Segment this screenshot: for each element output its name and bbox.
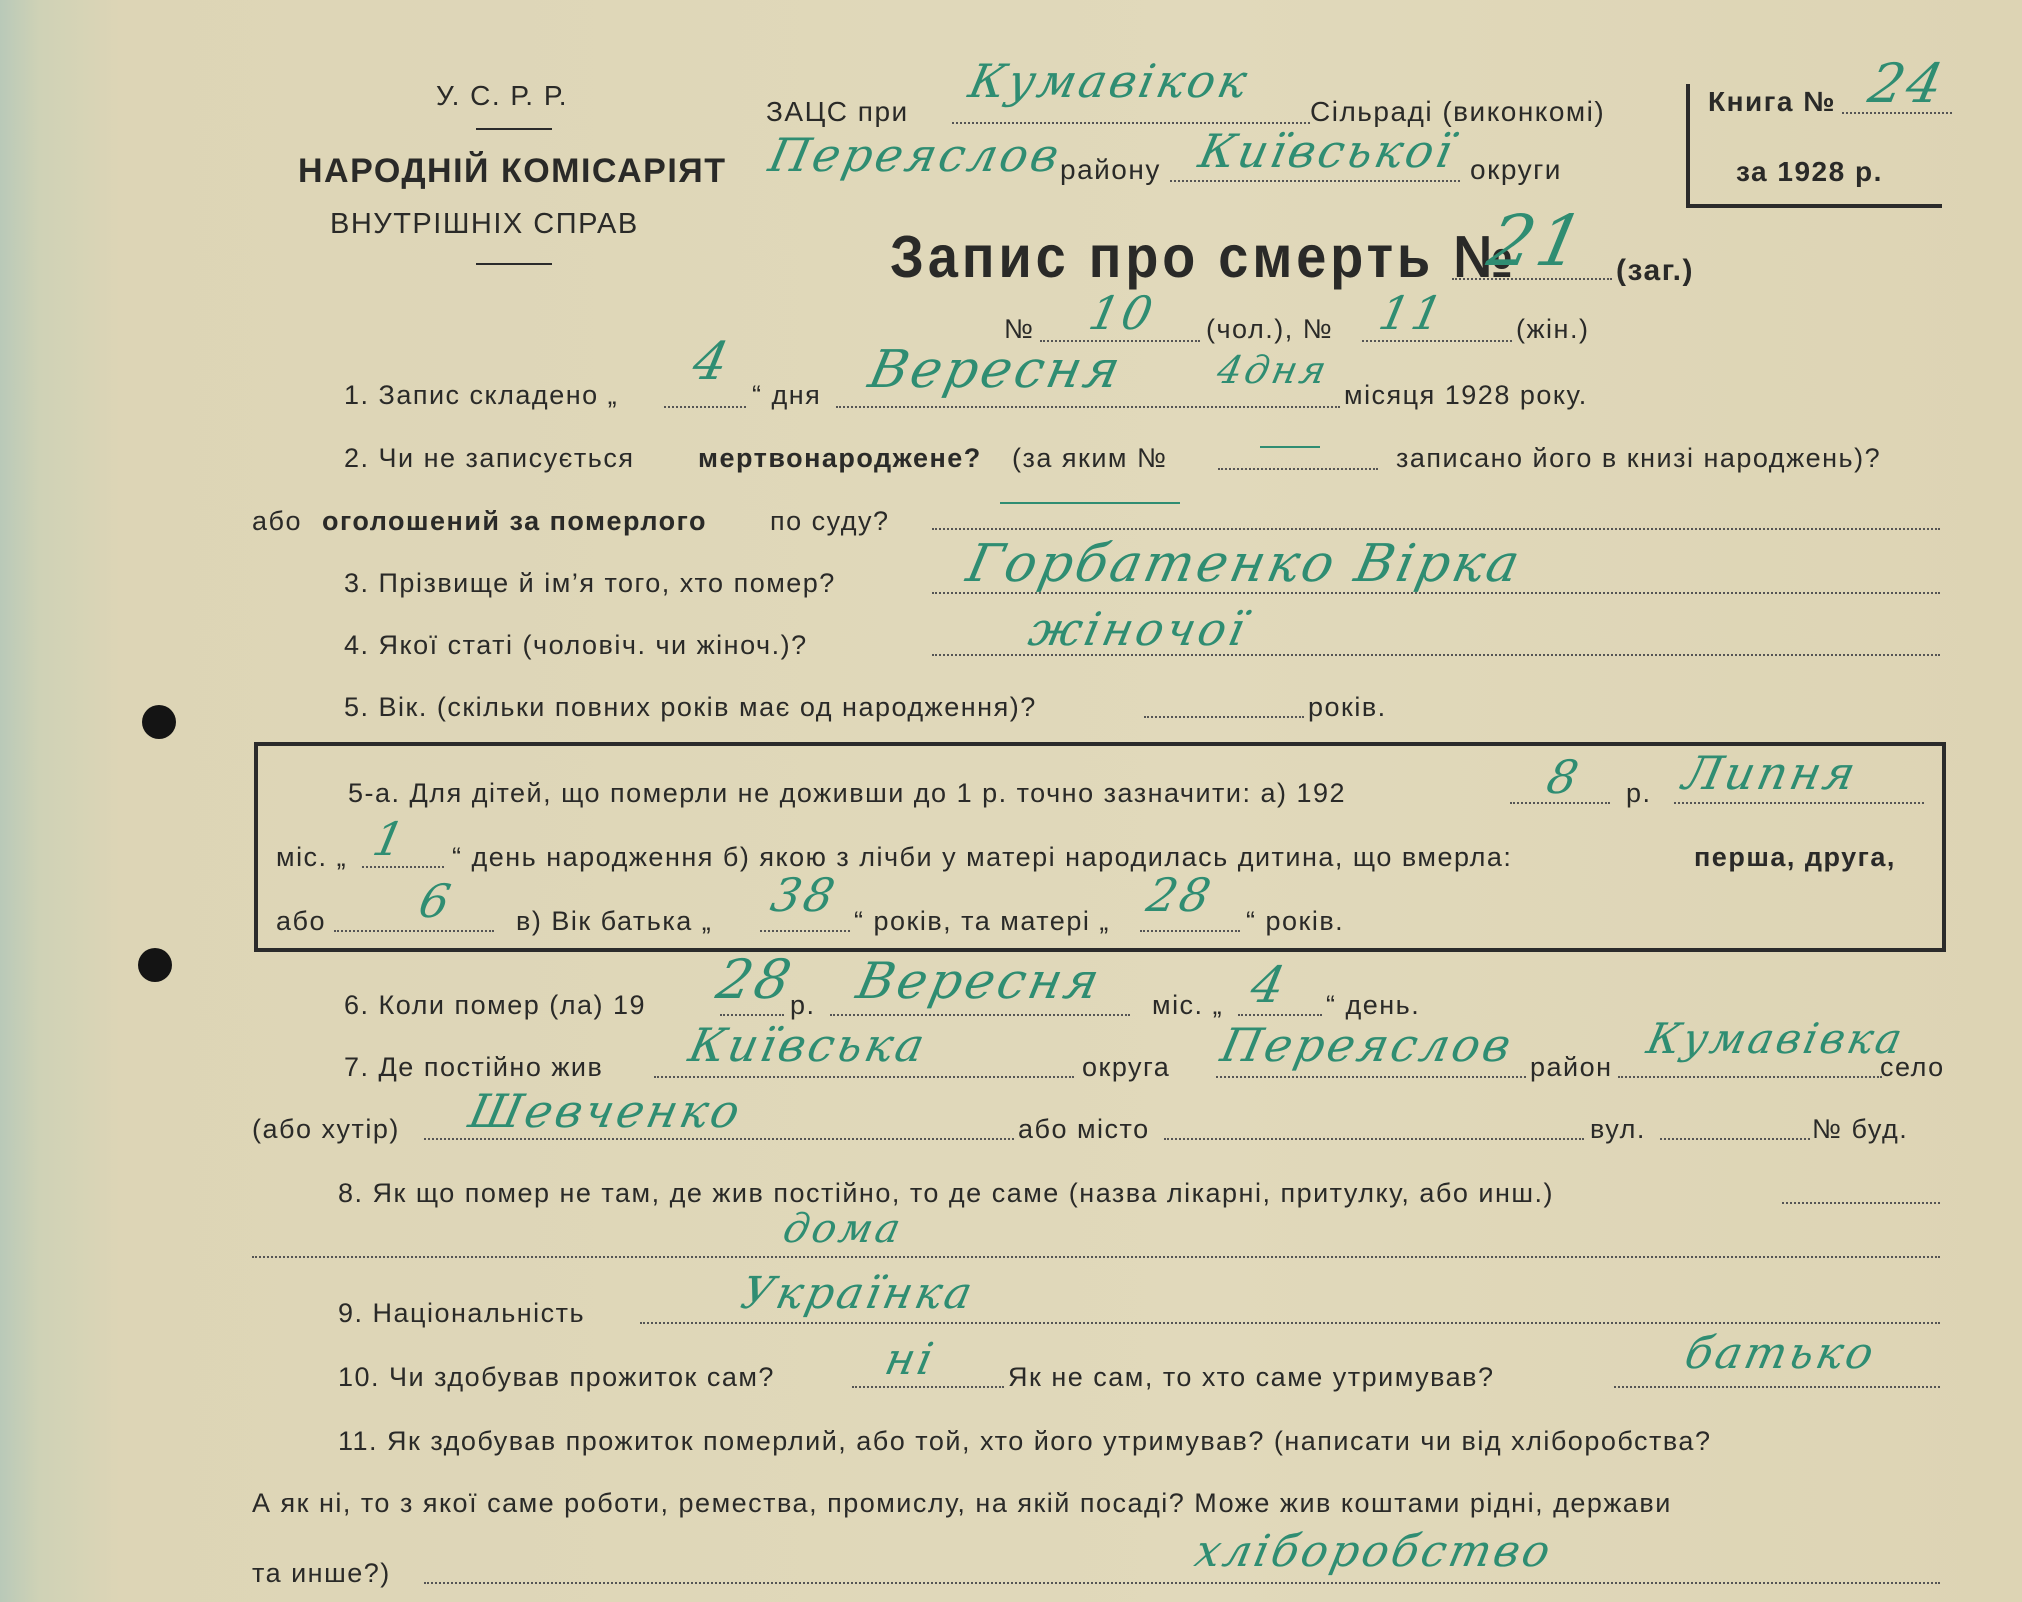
book-label: Книга №	[1708, 86, 1836, 117]
q7-label: 7. Де постійно жив	[344, 1052, 604, 1082]
q1-month-line	[836, 406, 1340, 408]
q1-day-value: 4	[687, 332, 737, 392]
q5a-father-value: 38	[766, 868, 843, 922]
q11-text-2: А як ні, то з якої саме роботи, ремества, промислу, на якій посаді? Може жив коштами рідні, держави	[252, 1488, 1672, 1518]
q2-or: або	[252, 506, 302, 536]
header-divider	[476, 128, 552, 130]
header-ussr: У. С. Р. Р.	[436, 80, 569, 111]
q5a-mother-line	[1140, 930, 1240, 932]
q5-years: років.	[1308, 692, 1387, 722]
q1-label: 1. Запис складено „	[344, 380, 619, 410]
q3-label: 3. Прізвище й ім’я того, хто помер?	[344, 568, 836, 598]
q4-label: 4. Якої статі (чоловіч. чи жіноч.)?	[344, 630, 808, 660]
q5a-mother-label: “ років, та матері „	[854, 906, 1110, 936]
q9-line	[640, 1322, 1940, 1324]
q1-dnya: “ дня	[752, 380, 822, 410]
q7-khutir-value: Шевченко	[464, 1084, 748, 1138]
q8-line	[252, 1256, 1940, 1258]
q11-label: 11. Як здобував прожиток померлий, або той, хто його утримував? (написати чи від хліборобства?	[338, 1426, 1712, 1456]
q2-births-book: записано його в книзі народжень)?	[1396, 443, 1882, 473]
q7-bud-label: № буд.	[1812, 1114, 1909, 1144]
q6-den: “ день.	[1326, 990, 1421, 1020]
q11-value: хліборобство	[1190, 1526, 1558, 1577]
q5a-order-value: 6	[414, 874, 459, 928]
female-no-line	[1362, 340, 1512, 342]
q5a-first-second: перша, друга,	[1694, 842, 1896, 872]
q7-raion-label: район	[1530, 1052, 1613, 1082]
zats-pri-label: ЗАЦС при	[766, 96, 909, 127]
q6-day-line	[1238, 1014, 1322, 1016]
q7-okrug-line	[654, 1076, 1074, 1078]
q7-okrug-value: Київcька	[684, 1018, 933, 1072]
q9-value: Українка	[736, 1268, 980, 1319]
q2-declared-dead: оголошений за померлого	[322, 506, 708, 536]
q2-no-line	[1218, 468, 1378, 470]
q9-label: 9. Національність	[338, 1298, 586, 1328]
q6-month-value: Вересня	[851, 952, 1108, 1010]
silradi-label: Сільраді (виконкомі)	[1310, 96, 1606, 127]
okrugy-label: округи	[1470, 154, 1562, 185]
q10-label: 10. Чи здобував прожиток сам?	[338, 1362, 775, 1392]
q11-text-3: та инше?)	[252, 1558, 391, 1588]
q5a-year-value: 8	[1542, 750, 1587, 804]
q5a-father-label: в) Вік батька „	[516, 906, 713, 936]
q5a-years-end: “ років.	[1246, 906, 1345, 936]
q5a-day-value: 1	[368, 812, 413, 866]
record-number: 21	[1481, 200, 1594, 282]
q6-year-value: 28	[711, 948, 800, 1011]
q8-label: 8. Як що помер не там, де жив постійно, то де саме (назва лікарні, притулку, або инш.)	[338, 1178, 1555, 1208]
q7-selo-label: село	[1880, 1052, 1945, 1082]
q5a-father-line	[760, 930, 850, 932]
q5a-mis: міс. „	[276, 842, 348, 872]
q2-label: 2. Чи не записується	[344, 443, 635, 473]
q2-by-court: по суду?	[770, 506, 890, 536]
q10-who-label: Як не сам, то хто саме утримував?	[1008, 1362, 1495, 1392]
q5-line	[1144, 716, 1304, 718]
q7-selo-value: Кумaвiвкa	[1642, 1014, 1910, 1063]
book-year: за 1928 р.	[1736, 156, 1883, 187]
q10-value-2: батько	[1680, 1328, 1881, 1379]
q7-khutir-line	[424, 1138, 1014, 1140]
header-commissariat: НАРОДНІЙ КОМІСАРІЯТ	[298, 152, 727, 190]
q5a-mother-value: 28	[1142, 868, 1219, 922]
okrug-line	[1170, 180, 1460, 182]
q5a-abo: або	[276, 906, 326, 936]
q10-who-line	[1614, 1386, 1940, 1388]
q6-r: р.	[790, 990, 816, 1020]
q2-stillborn: мертвонароджене?	[698, 443, 982, 473]
q5a-label: 5-а. Для дітей, що померли не доживши до 1 р. точно зазначити: а) 192	[348, 778, 1347, 808]
q6-label: 6. Коли помер (ла) 19	[344, 990, 647, 1020]
punch-hole-lower	[138, 948, 172, 982]
zhin-label: (жін.)	[1516, 314, 1590, 344]
q6-mis: міс. „	[1152, 990, 1224, 1020]
book-number: 24	[1863, 52, 1952, 115]
punch-hole-upper	[142, 705, 176, 739]
q7-selo-line	[1618, 1076, 1882, 1078]
q7-misto-line	[1164, 1138, 1584, 1140]
q2-book-no: (за яким №	[1012, 443, 1168, 473]
q7-vul-line	[1660, 1138, 1810, 1140]
q7-misto-label: або місто	[1018, 1114, 1150, 1144]
q6-day-value: 4	[1245, 956, 1293, 1014]
q8-value: дома	[779, 1206, 908, 1252]
no-label: №	[1004, 314, 1035, 344]
header-divider-2	[476, 263, 552, 265]
q7-khutir-label: (або хутір)	[252, 1114, 400, 1144]
book-box-bottom	[1686, 204, 1942, 208]
raionu-label: району	[1060, 154, 1161, 185]
q2-court-dash	[1000, 502, 1180, 504]
q3-value: Горбатенко Вірка	[961, 534, 1528, 594]
q5a-r: р.	[1626, 778, 1652, 808]
book-box-left	[1686, 84, 1690, 208]
q6-month-line	[830, 1014, 1130, 1016]
q1-month-value: Вересня	[863, 340, 1129, 400]
q10-self-line	[852, 1386, 1004, 1388]
district-value: Перeяcлoв	[764, 128, 1067, 182]
q7-vul-label: вул.	[1590, 1114, 1646, 1144]
q5a-order-line	[334, 930, 494, 932]
q7-raion-value: Перeяcлoв	[1216, 1018, 1519, 1072]
record-zag: (заг.)	[1616, 254, 1695, 287]
q5a-month-value: Липня	[1678, 746, 1864, 800]
record-title: Запис про смерть №	[890, 224, 1518, 290]
q2-dash	[1260, 446, 1320, 448]
q1-day-line	[664, 406, 746, 408]
q1-month-extra: 4дня	[1213, 348, 1334, 392]
male-number: 10	[1084, 286, 1161, 340]
q6-year-line	[720, 1014, 784, 1016]
q1-year-label: місяця 1928 року.	[1344, 380, 1588, 410]
q7-okruga: округа	[1082, 1052, 1171, 1082]
q4-value: жіночої	[1024, 602, 1253, 656]
village-council-value: Кумaвiкoк	[964, 54, 1255, 108]
q5a-day-line	[362, 866, 444, 868]
q5-label: 5. Вік. (скільки повних років має од народження)?	[344, 692, 1037, 722]
header-internal-affairs: ВНУТРІШНІХ СПРАВ	[330, 208, 639, 240]
q5a-month-line	[1674, 802, 1924, 804]
okrug-value: Київcької	[1194, 124, 1461, 178]
q11-line	[424, 1582, 1940, 1584]
q2-court-line	[932, 528, 1940, 530]
q8-end-line	[1782, 1202, 1940, 1204]
q7-raion-line	[1216, 1076, 1526, 1078]
q5a-birth-order-text: “ день народження б) якою з лічби у матері народилась дитина, що вмерла:	[452, 842, 1513, 872]
chol-label: (чол.), №	[1206, 314, 1334, 344]
q10-value: ні	[880, 1334, 941, 1385]
female-number: 11	[1374, 286, 1451, 340]
